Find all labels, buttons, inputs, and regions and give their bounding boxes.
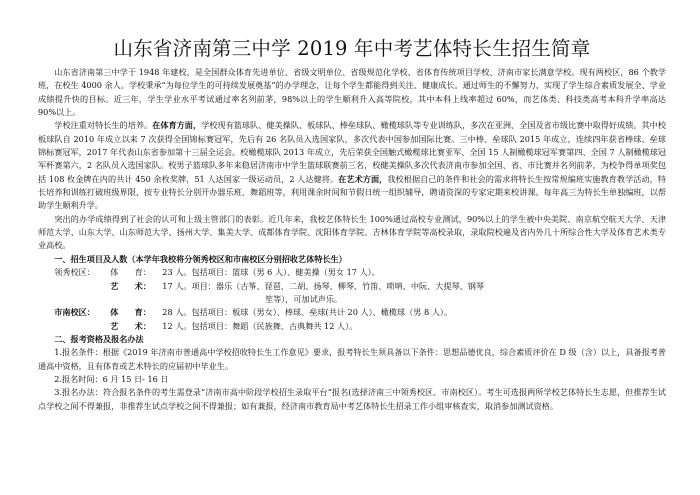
lingxiu-art-label: 艺 术： bbox=[110, 280, 151, 291]
lingxiu-sports-row bbox=[38, 266, 666, 279]
section-2-item-1: 1.报名条件：根据《2019 年济南市普通高中学校招收特长生工作意见》要求，报考特长生须具备以下条件：思想品德优良，综合素质评价在 D 级（含）以上，具备报考普通高中资格，且有体育或艺术特长的应届初中毕业生。 bbox=[38, 347, 666, 371]
shinan-art-label: 艺 术： bbox=[110, 320, 151, 331]
section-2-heading: 二、报考资格及报名办法 bbox=[54, 333, 144, 344]
shinan-sports-text: 28 人。包括项目：板球（男女）、棒球、垒球(共计 20 人）、橄榄球（男 8 人）。 bbox=[162, 307, 453, 318]
lingxiu-art-text: 17 人。项目：器乐（古筝、琵琶、二胡、扬琴、柳琴、竹笛、唢呐、中阮、大提琴、钢琴 bbox=[162, 280, 484, 291]
shinan-sports-row bbox=[38, 306, 666, 319]
shinan-art-text: 12 人。包括项目：舞蹈（民族舞、古典舞共 12 人）。 bbox=[162, 320, 358, 331]
shinan-campus-label: 市南校区： bbox=[54, 307, 95, 318]
lingxiu-sports-label: 体 育： bbox=[110, 267, 151, 278]
lingxiu-sports-text: 23 人。包括项目：篮球（男 6 人）、健美操（男女 17 人）。 bbox=[162, 267, 380, 278]
intro-paragraph-2 bbox=[38, 119, 666, 212]
p2-lead: 学校注重对特长生的培养。 bbox=[54, 120, 153, 131]
intro-paragraph-3: 突出的办学成绩得到了社会的认可和上级主管部门的表彰。近几年来，我校艺体特长生 100%通过高校专业测试，90%以上的学生被中央美院、南京航空航天大学、天津师范大学、山东大学、山东师范大学、扬州大学、集美大学、成都体育学院、沈阳体育学院、吉林体育学院等高校录取，录取院校遍及省内外几十所综合性大学及体育艺术类专业高校。 bbox=[38, 213, 666, 251]
p2-arts-text: 我校根据自己的条件和社会的需求将特长生按常规编班实施教育教学活动，特长培养和训练打破班级界限，按专业特长分别开办器乐班、舞蹈班等，利用课余时间和节假日统一组织辅导，聘请资深的专家定期来校讲课。每年高三为特长生单独编班，以帮助学生顺利升学。 bbox=[38, 173, 666, 211]
p2-sports-text: 学校现有篮球队、健美操队、板球队、棒垒球队、橄榄球队等专业训练队，多次在亚洲、全国及省市级比赛中取得好成绩。其中校板球队自 2010 年成立以来 7 次获得全国锦标赛冠军，先后有 26 名队员入选国家队，多次代表中国参加国际比赛。三中棒、垒球队 2015 年成立，连续四年获省棒球、垒球锦标赛冠军，2017 年代表山东省参加第十三届全运会。校橄榄球队 2013 年成立，先后荣获全国触式橄榄球比赛亚军、全国 15 人制橄榄球冠军赛第四、全国 7 人制橄榄球冠军杯赛第六，2 名队员入选国家队。校男子篮球队多年来稳居济南市中学生篮球联赛前三名，校健美操队多次代表济南市参加全国、省、市比赛并名列前茅，为校争得单项奖包括 108 枚金牌在内的共计 450 余枚奖牌，51 人达国家一级运动员，2 人达健将。 bbox=[38, 120, 666, 184]
p2-sports-label: 在体育方面， bbox=[152, 120, 202, 131]
lingxiu-art-continuation: 笙等），可加试声乐。 bbox=[265, 293, 343, 304]
shinan-sports-label: 体 育： bbox=[110, 307, 151, 318]
section-2-item-3: 3.报名办法：符合报名条件的考生需登录“济南市高中阶段学校招生录取平台”报名(选择济南三中领秀校区、市南校区）。考生可选报两所学校艺体特长生志愿，但推荐生试点学校之间不得兼报，非推荐生试点学校之间不得兼报；如有兼报，经济南市教育局中考艺体特长生招录工作小组审核查实，取消参加测试资格。 bbox=[38, 387, 666, 411]
section-2-item-2: 2.报名时间：6 月 15 日- 16 日 bbox=[54, 373, 169, 384]
section-1-heading: 一、招生项目及人数（本学年我校将分领秀校区和市南校区分别招收艺体特长生） bbox=[54, 253, 347, 264]
page-title: 山东省济南第三中学 2019 年中考艺体特长生招生简章 bbox=[113, 37, 591, 60]
intro-paragraph-1: 山东省济南第三中学于 1948 年建校，是全国群众体育先进单位、省级文明单位、省级规范化学校、省体育传统项目学校、济南市家长满意学校。现有两校区，86 个教学班，在校生 4000 余人。学校秉承“为每位学生的可持续发展奠基”的办学理念，让每个学生都能得到关注、健康成长。通过师生的不懈努力，实现了学生综合素质发展全、学业成绩提升快的目标。近三年，学生学业水平考试通过率名列前茅，98%以上的学生顺利升入高等院校，其中本科上线率超过 60%，而艺体类、科技类高考本科升学率高达 90%以上。 bbox=[38, 67, 666, 118]
shinan-art-row bbox=[38, 320, 666, 333]
lingxiu-art-row bbox=[38, 280, 666, 293]
lingxiu-campus-label: 领秀校区： bbox=[54, 267, 95, 278]
p2-arts-label: 在艺术方面， bbox=[338, 173, 388, 184]
